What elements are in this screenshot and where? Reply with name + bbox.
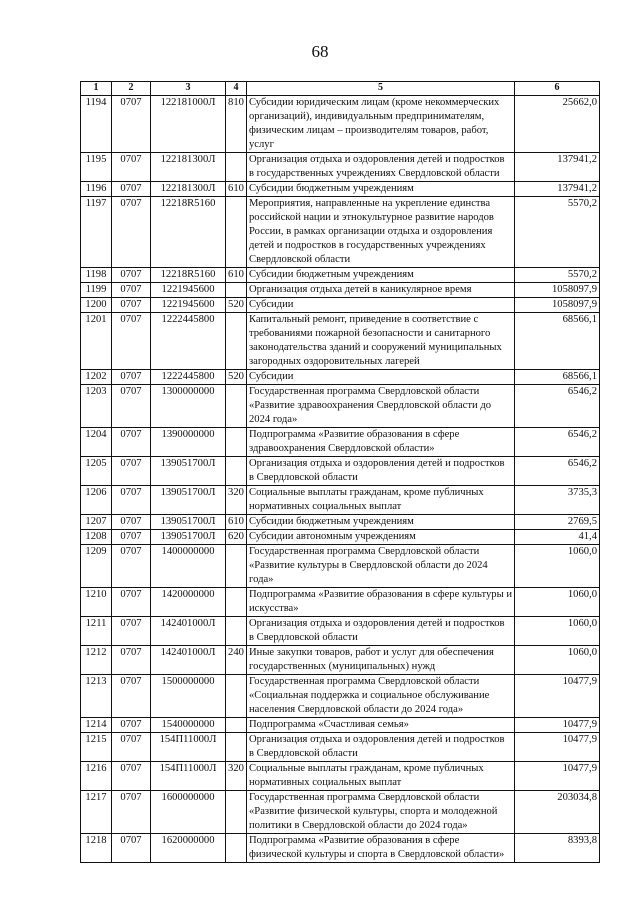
expense-type-code bbox=[226, 197, 247, 268]
section-code: 0707 bbox=[112, 268, 151, 283]
page-number: 68 bbox=[311, 42, 329, 61]
table-row bbox=[81, 515, 600, 530]
section-code: 0707 bbox=[112, 298, 151, 313]
expense-name: Организация отдыха и оздоровления детей и подростков в Свердловской области bbox=[247, 733, 515, 762]
section-code: 0707 bbox=[112, 313, 151, 370]
amount: 10477,9 bbox=[515, 718, 600, 733]
table-row bbox=[81, 428, 600, 457]
expense-type-code bbox=[226, 385, 247, 428]
row-number: 1211 bbox=[81, 617, 112, 646]
expense-type-code bbox=[226, 457, 247, 486]
amount: 137941,2 bbox=[515, 182, 600, 197]
column-header: 3 bbox=[151, 82, 226, 96]
expense-type-code bbox=[226, 283, 247, 298]
amount: 6546,2 bbox=[515, 385, 600, 428]
section-code: 0707 bbox=[112, 153, 151, 182]
expense-name: Организация отдыха и оздоровления детей и подростков в Свердловской области bbox=[247, 617, 515, 646]
expense-name: Государственная программа Свердловской области «Развитие здравоохранения Свердловской области до 2024 года» bbox=[247, 385, 515, 428]
expense-name: Подпрограмма «Развитие образования в сфере физической культуры и спорта в Свердловской области» bbox=[247, 834, 515, 863]
amount: 68566,1 bbox=[515, 313, 600, 370]
expense-name: Подпрограмма «Счастливая семья» bbox=[247, 718, 515, 733]
target-article-code: 1300000000 bbox=[151, 385, 226, 428]
amount: 1060,0 bbox=[515, 545, 600, 588]
expense-name: Мероприятия, направленные на укрепление единства российской нации и этнокультурное развитие народов России, в рамках организации отдыха и оздоровления детей и подростков в государственных учреждениях Свердловской области bbox=[247, 197, 515, 268]
section-code: 0707 bbox=[112, 283, 151, 298]
expense-name: Субсидии бюджетным учреждениям bbox=[247, 268, 515, 283]
amount: 10477,9 bbox=[515, 675, 600, 718]
section-code: 0707 bbox=[112, 182, 151, 197]
column-header: 4 bbox=[226, 82, 247, 96]
table-row bbox=[81, 791, 600, 834]
section-code: 0707 bbox=[112, 617, 151, 646]
target-article-code: 1222445800 bbox=[151, 313, 226, 370]
target-article-code: 1540000000 bbox=[151, 718, 226, 733]
expense-type-code bbox=[226, 718, 247, 733]
table-row bbox=[81, 646, 600, 675]
target-article-code: 1390000000 bbox=[151, 428, 226, 457]
table-row bbox=[81, 370, 600, 385]
target-article-code: 154П11000Л bbox=[151, 733, 226, 762]
column-header: 2 bbox=[112, 82, 151, 96]
section-code: 0707 bbox=[112, 486, 151, 515]
budget-table bbox=[80, 81, 600, 863]
row-number: 1204 bbox=[81, 428, 112, 457]
amount: 1058097,9 bbox=[515, 283, 600, 298]
row-number: 1195 bbox=[81, 153, 112, 182]
amount: 3735,3 bbox=[515, 486, 600, 515]
expense-name: Субсидии bbox=[247, 370, 515, 385]
target-article-code: 139051700Л bbox=[151, 486, 226, 515]
row-number: 1218 bbox=[81, 834, 112, 863]
table-body bbox=[81, 96, 600, 863]
table-row bbox=[81, 298, 600, 313]
section-code: 0707 bbox=[112, 834, 151, 863]
expense-type-code bbox=[226, 733, 247, 762]
expense-name: Субсидии бюджетным учреждениям bbox=[247, 182, 515, 197]
table-row bbox=[81, 530, 600, 545]
row-number: 1215 bbox=[81, 733, 112, 762]
target-article-code: 12218R5160 bbox=[151, 197, 226, 268]
expense-name: Субсидии юридическим лицам (кроме некоммерческих организаций), индивидуальным предпринимателям, физическим лицам – производителям товаров, работ, услуг bbox=[247, 96, 515, 153]
table-row bbox=[81, 733, 600, 762]
row-number: 1214 bbox=[81, 718, 112, 733]
amount: 10477,9 bbox=[515, 733, 600, 762]
section-code: 0707 bbox=[112, 718, 151, 733]
expense-type-code bbox=[226, 313, 247, 370]
section-code: 0707 bbox=[112, 530, 151, 545]
row-number: 1212 bbox=[81, 646, 112, 675]
target-article-code: 12218R5160 bbox=[151, 268, 226, 283]
expense-type-code: 320 bbox=[226, 762, 247, 791]
expense-type-code bbox=[226, 791, 247, 834]
row-number: 1198 bbox=[81, 268, 112, 283]
amount: 8393,8 bbox=[515, 834, 600, 863]
row-number: 1208 bbox=[81, 530, 112, 545]
expense-name: Государственная программа Свердловской области «Развитие культуры в Свердловской области до 2024 года» bbox=[247, 545, 515, 588]
section-code: 0707 bbox=[112, 733, 151, 762]
target-article-code: 1420000000 bbox=[151, 588, 226, 617]
expense-name: Государственная программа Свердловской области «Развитие физической культуры, спорта и молодежной политики в Свердловской области до 2024 года» bbox=[247, 791, 515, 834]
expense-name: Субсидии бюджетным учреждениям bbox=[247, 515, 515, 530]
section-code: 0707 bbox=[112, 646, 151, 675]
table-row bbox=[81, 283, 600, 298]
section-code: 0707 bbox=[112, 385, 151, 428]
target-article-code: 122181300Л bbox=[151, 182, 226, 197]
target-article-code: 154П11000Л bbox=[151, 762, 226, 791]
table-row bbox=[81, 762, 600, 791]
target-article-code: 1222445800 bbox=[151, 370, 226, 385]
table-row bbox=[81, 834, 600, 863]
table-row bbox=[81, 268, 600, 283]
expense-type-code bbox=[226, 153, 247, 182]
amount: 1060,0 bbox=[515, 617, 600, 646]
expense-name: Организация отдыха детей в каникулярное время bbox=[247, 283, 515, 298]
section-code: 0707 bbox=[112, 96, 151, 153]
expense-type-code bbox=[226, 545, 247, 588]
row-number: 1199 bbox=[81, 283, 112, 298]
amount: 137941,2 bbox=[515, 153, 600, 182]
row-number: 1200 bbox=[81, 298, 112, 313]
table-row bbox=[81, 385, 600, 428]
expense-name: Субсидии автономным учреждениям bbox=[247, 530, 515, 545]
expense-type-code bbox=[226, 834, 247, 863]
expense-type-code bbox=[226, 617, 247, 646]
amount: 68566,1 bbox=[515, 370, 600, 385]
table-row bbox=[81, 545, 600, 588]
target-article-code: 142401000Л bbox=[151, 617, 226, 646]
section-code: 0707 bbox=[112, 588, 151, 617]
section-code: 0707 bbox=[112, 545, 151, 588]
target-article-code: 139051700Л bbox=[151, 457, 226, 486]
row-number: 1201 bbox=[81, 313, 112, 370]
expense-name: Государственная программа Свердловской области «Социальная поддержка и социальное обслуживание населения Свердловской области до 2024 года» bbox=[247, 675, 515, 718]
expense-type-code: 520 bbox=[226, 298, 247, 313]
column-header: 1 bbox=[81, 82, 112, 96]
section-code: 0707 bbox=[112, 370, 151, 385]
expense-name: Социальные выплаты гражданам, кроме публичных нормативных социальных выплат bbox=[247, 486, 515, 515]
expense-name: Иные закупки товаров, работ и услуг для обеспечения государственных (муниципальных) нужд bbox=[247, 646, 515, 675]
expense-type-code: 610 bbox=[226, 268, 247, 283]
expense-name: Подпрограмма «Развитие образования в сфере культуры и искусства» bbox=[247, 588, 515, 617]
amount: 5570,2 bbox=[515, 268, 600, 283]
target-article-code: 1221945600 bbox=[151, 298, 226, 313]
section-code: 0707 bbox=[112, 197, 151, 268]
target-article-code: 1500000000 bbox=[151, 675, 226, 718]
expense-name: Организация отдыха и оздоровления детей и подростков в Свердловской области bbox=[247, 457, 515, 486]
table-row bbox=[81, 182, 600, 197]
table-row bbox=[81, 153, 600, 182]
expense-name: Организация отдыха и оздоровления детей и подростков в государственных учреждениях Свердловской области bbox=[247, 153, 515, 182]
target-article-code: 139051700Л bbox=[151, 530, 226, 545]
expense-type-code: 620 bbox=[226, 530, 247, 545]
target-article-code: 1221945600 bbox=[151, 283, 226, 298]
expense-name: Капитальный ремонт, приведение в соответствие с требованиями пожарной безопасности и санитарного законодательства зданий и сооружений муниципальных загородных оздоровительных лагерей bbox=[247, 313, 515, 370]
table-row bbox=[81, 588, 600, 617]
expense-type-code bbox=[226, 588, 247, 617]
section-code: 0707 bbox=[112, 762, 151, 791]
table-row bbox=[81, 96, 600, 153]
column-header: 5 bbox=[247, 82, 515, 96]
target-article-code: 122181300Л bbox=[151, 153, 226, 182]
row-number: 1210 bbox=[81, 588, 112, 617]
row-number: 1202 bbox=[81, 370, 112, 385]
row-number: 1194 bbox=[81, 96, 112, 153]
row-number: 1197 bbox=[81, 197, 112, 268]
expense-type-code: 320 bbox=[226, 486, 247, 515]
target-article-code: 1620000000 bbox=[151, 834, 226, 863]
row-number: 1203 bbox=[81, 385, 112, 428]
amount: 6546,2 bbox=[515, 428, 600, 457]
expense-type-code bbox=[226, 675, 247, 718]
expense-name: Социальные выплаты гражданам, кроме публичных нормативных социальных выплат bbox=[247, 762, 515, 791]
row-number: 1217 bbox=[81, 791, 112, 834]
target-article-code: 142401000Л bbox=[151, 646, 226, 675]
table-row bbox=[81, 486, 600, 515]
amount: 1060,0 bbox=[515, 646, 600, 675]
table-header-row bbox=[81, 82, 600, 96]
amount: 2769,5 bbox=[515, 515, 600, 530]
amount: 41,4 bbox=[515, 530, 600, 545]
amount: 203034,8 bbox=[515, 791, 600, 834]
expense-type-code bbox=[226, 428, 247, 457]
table-row bbox=[81, 675, 600, 718]
section-code: 0707 bbox=[112, 791, 151, 834]
amount: 10477,9 bbox=[515, 762, 600, 791]
row-number: 1209 bbox=[81, 545, 112, 588]
row-number: 1207 bbox=[81, 515, 112, 530]
table-row bbox=[81, 197, 600, 268]
row-number: 1196 bbox=[81, 182, 112, 197]
amount: 1060,0 bbox=[515, 588, 600, 617]
expense-name: Подпрограмма «Развитие образования в сфере здравоохранения Свердловской области» bbox=[247, 428, 515, 457]
expense-type-code: 520 bbox=[226, 370, 247, 385]
column-header: 6 bbox=[515, 82, 600, 96]
amount: 1058097,9 bbox=[515, 298, 600, 313]
amount: 5570,2 bbox=[515, 197, 600, 268]
expense-type-code: 810 bbox=[226, 96, 247, 153]
target-article-code: 122181000Л bbox=[151, 96, 226, 153]
target-article-code: 1600000000 bbox=[151, 791, 226, 834]
table-row bbox=[81, 617, 600, 646]
table-row bbox=[81, 457, 600, 486]
target-article-code: 1400000000 bbox=[151, 545, 226, 588]
section-code: 0707 bbox=[112, 675, 151, 718]
section-code: 0707 bbox=[112, 515, 151, 530]
table-row bbox=[81, 313, 600, 370]
row-number: 1205 bbox=[81, 457, 112, 486]
row-number: 1213 bbox=[81, 675, 112, 718]
amount: 25662,0 bbox=[515, 96, 600, 153]
section-code: 0707 bbox=[112, 457, 151, 486]
target-article-code: 139051700Л bbox=[151, 515, 226, 530]
expense-type-code: 610 bbox=[226, 515, 247, 530]
section-code: 0707 bbox=[112, 428, 151, 457]
row-number: 1216 bbox=[81, 762, 112, 791]
expense-type-code: 610 bbox=[226, 182, 247, 197]
row-number: 1206 bbox=[81, 486, 112, 515]
amount: 6546,2 bbox=[515, 457, 600, 486]
expense-type-code: 240 bbox=[226, 646, 247, 675]
table-row bbox=[81, 718, 600, 733]
expense-name: Субсидии bbox=[247, 298, 515, 313]
